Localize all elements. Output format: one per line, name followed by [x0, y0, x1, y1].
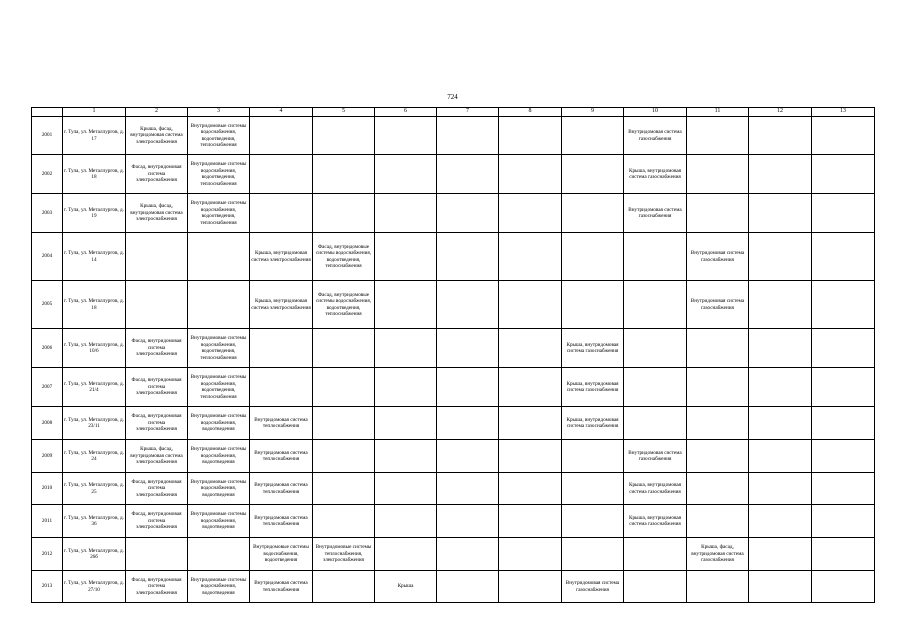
address-cell: г. Тула, ул. Металлургов, д. 27/10: [63, 571, 126, 603]
table-cell: [562, 505, 624, 538]
table-cell: Внутридомовая система теплоснабжения: [250, 505, 313, 538]
table-cell: [126, 233, 188, 281]
row-number-cell: 2007: [32, 368, 63, 407]
table-row: [32, 329, 875, 368]
table-cell: [812, 368, 875, 407]
table-cell: [687, 117, 749, 155]
table-cell: [313, 194, 375, 233]
table-cell: Фасад, внутридомовая система электроснабжения: [126, 473, 188, 505]
header-cell: 10: [624, 108, 687, 117]
address-cell: г. Тула, ул. Металлургов, д. 24: [63, 440, 126, 473]
row-number-cell: 2008: [32, 407, 63, 440]
table-cell: [812, 233, 875, 281]
table-cell: [499, 440, 562, 473]
table-cell: [250, 368, 313, 407]
table-row: [32, 368, 875, 407]
address-cell: г. Тула, ул. Металлургов, д. 10/6: [63, 329, 126, 368]
table-cell: [812, 505, 875, 538]
row-number-cell: 2005: [32, 281, 63, 329]
table-cell: Внутридомовые системы водоснабжения, водоотведения, теплоснабжения: [188, 155, 250, 194]
address-cell: г. Тула, ул. Металлургов, д. 23/11: [63, 407, 126, 440]
table-cell: [562, 281, 624, 329]
table-cell: Внутридомовые системы водоснабжения, водоотведения: [188, 571, 250, 603]
table-cell: Внутридомовая система теплоснабжения: [250, 473, 313, 505]
table-cell: [812, 155, 875, 194]
table-cell: [812, 473, 875, 505]
table-cell: [250, 194, 313, 233]
table-cell: Внутридомовая система газоснабжения: [624, 440, 687, 473]
table-cell: Крыша, внутридомовая система газоснабжения: [562, 329, 624, 368]
table-cell: Внутридомовая система газоснабжения: [687, 281, 749, 329]
header-cell: 6: [375, 108, 437, 117]
table-row: [32, 194, 875, 233]
table-cell: [624, 233, 687, 281]
table-cell: [375, 368, 437, 407]
table-cell: Фасад, внутридомовая система электроснабжения: [126, 505, 188, 538]
header-cell: 9: [562, 108, 624, 117]
table-cell: [375, 329, 437, 368]
table-cell: [375, 281, 437, 329]
table-cell: [499, 329, 562, 368]
table-cell: Крыша, внутридомовая система газоснабжения: [624, 473, 687, 505]
row-number-cell: 2003: [32, 194, 63, 233]
table-cell: Крыша, внутридомовая система электроснабжения: [250, 233, 313, 281]
table-cell: [562, 155, 624, 194]
table-row: [32, 473, 875, 505]
table-cell: [437, 571, 499, 603]
table-cell: [687, 155, 749, 194]
header-cell: 12: [749, 108, 812, 117]
table-cell: [250, 329, 313, 368]
table-cell: Внутридомовая система теплоснабжения: [250, 407, 313, 440]
row-number-cell: 2001: [32, 117, 63, 155]
table-cell: Внутридомовая система газоснабжения: [624, 194, 687, 233]
header-cell: 13: [812, 108, 875, 117]
table-cell: [749, 281, 812, 329]
table-cell: [687, 194, 749, 233]
table-cell: Крыша: [375, 571, 437, 603]
table-cell: [499, 571, 562, 603]
address-cell: г. Тула, ул. Металлургов, д. 36: [63, 505, 126, 538]
table-cell: [437, 155, 499, 194]
table-cell: [375, 155, 437, 194]
table-cell: [250, 117, 313, 155]
table-cell: [624, 538, 687, 571]
table-row: [32, 505, 875, 538]
table-cell: [562, 117, 624, 155]
table-cell: Внутридомовые системы водоснабжения, водоотведения: [188, 473, 250, 505]
address-cell: г. Тула, ул. Металлургов, д. 14: [63, 233, 126, 281]
table-cell: Крыша, внутридомовая система газоснабжения: [562, 407, 624, 440]
table-cell: Внутридомовые системы водоснабжения, водоотведения: [250, 538, 313, 571]
row-number-cell: 2011: [32, 505, 63, 538]
table-cell: [812, 440, 875, 473]
table-row: [32, 233, 875, 281]
header-row: [32, 108, 875, 117]
table-cell: Внутридомовая система газоснабжения: [562, 571, 624, 603]
table-row: [32, 571, 875, 603]
table-cell: [624, 281, 687, 329]
table-cell: Внутридомовые системы водоснабжения, водоотведения, теплоснабжения: [188, 117, 250, 155]
table-cell: Фасад, внутридомовая система электроснабжения: [126, 329, 188, 368]
table-cell: Крыша, внутридомовая система газоснабжения: [624, 505, 687, 538]
table-cell: [562, 473, 624, 505]
header-cell: 11: [687, 108, 749, 117]
table-cell: [375, 473, 437, 505]
table-cell: [250, 155, 313, 194]
table-cell: [437, 473, 499, 505]
header-cell: 4: [250, 108, 313, 117]
table-cell: [437, 117, 499, 155]
table-cell: [749, 505, 812, 538]
table-cell: [126, 281, 188, 329]
table-cell: [687, 473, 749, 505]
row-number-cell: 2013: [32, 571, 63, 603]
table-cell: [499, 233, 562, 281]
header-cell: 1: [63, 108, 126, 117]
repair-schedule-table: [31, 107, 875, 603]
table-cell: Крыша, внутридомовая система газоснабжения: [562, 368, 624, 407]
table-cell: [749, 117, 812, 155]
table-cell: [499, 473, 562, 505]
table-cell: Внутридомовые системы водоснабжения, водоотведения, теплоснабжения: [188, 194, 250, 233]
table-cell: Фасад, внутридомовые системы водоснабжения, водоотведения, теплоснабжения: [313, 281, 375, 329]
table-cell: Внутридомовая система газоснабжения: [624, 117, 687, 155]
table-cell: [313, 117, 375, 155]
table-cell: Крыша, внутридомовая система электроснабжения: [250, 281, 313, 329]
table-cell: [562, 440, 624, 473]
table-cell: Внутридомовая система теплоснабжения: [250, 440, 313, 473]
table-cell: [437, 194, 499, 233]
table-cell: [375, 117, 437, 155]
table-cell: [624, 407, 687, 440]
table-cell: [499, 281, 562, 329]
table-cell: [499, 117, 562, 155]
table-cell: Фасад, внутридомовая система электроснабжения: [126, 571, 188, 603]
address-cell: г. Тула, ул. Металлургов, д. 18: [63, 281, 126, 329]
table-cell: Внутридомовые системы водоснабжения, водоотведения: [188, 505, 250, 538]
table-cell: [437, 440, 499, 473]
table-cell: Фасад, внутридомовая система электроснабжения: [126, 155, 188, 194]
table-cell: [812, 117, 875, 155]
table-cell: [624, 571, 687, 603]
table-cell: [687, 329, 749, 368]
table-cell: Внутридомовые системы водоснабжения, водоотведения, теплоснабжения: [188, 329, 250, 368]
table-cell: [126, 538, 188, 571]
table-cell: [812, 538, 875, 571]
table-row: [32, 407, 875, 440]
table-cell: [749, 440, 812, 473]
table-cell: [812, 329, 875, 368]
table-cell: [687, 440, 749, 473]
table-cell: Крыша, фасад, внутридомовая система электроснабжения: [126, 194, 188, 233]
table-cell: Фасад, внутридомовые системы водоснабжения, водоотведения, теплоснабжения: [313, 233, 375, 281]
table-cell: [313, 407, 375, 440]
page-number: 724: [447, 93, 458, 101]
address-cell: г. Тула, ул. Металлургов, д. 17: [63, 117, 126, 155]
address-cell: г. Тула, ул. Металлургов, д. 19: [63, 194, 126, 233]
table-row: [32, 117, 875, 155]
table-cell: [437, 505, 499, 538]
table-cell: Внутридомовые системы водоснабжения, водоотведения, теплоснабжения: [188, 368, 250, 407]
address-cell: г. Тула, ул. Металлургов, д. 25: [63, 473, 126, 505]
table-cell: [749, 368, 812, 407]
table-cell: Крыша, фасад, внутридомовая система электроснабжения: [126, 117, 188, 155]
table-cell: [749, 538, 812, 571]
table-cell: Крыша, внутридомовая система газоснабжения: [624, 155, 687, 194]
table-cell: [812, 281, 875, 329]
table-row: [32, 538, 875, 571]
row-number-cell: 2006: [32, 329, 63, 368]
table-cell: [437, 538, 499, 571]
table-cell: [749, 155, 812, 194]
table-row: [32, 281, 875, 329]
header-cell: 8: [499, 108, 562, 117]
table-cell: [562, 194, 624, 233]
table-cell: [562, 233, 624, 281]
header-cell: 3: [188, 108, 250, 117]
row-number-cell: 2004: [32, 233, 63, 281]
table-cell: [499, 407, 562, 440]
header-cell: 5: [313, 108, 375, 117]
table-cell: [437, 407, 499, 440]
table-cell: [437, 233, 499, 281]
table-cell: [499, 155, 562, 194]
table-row: [32, 155, 875, 194]
table-cell: [375, 440, 437, 473]
table-cell: [562, 538, 624, 571]
table-cell: Фасад, внутридомовая система электроснабжения: [126, 407, 188, 440]
table-cell: Крыша, фасад, внутридомовая система электроснабжения: [126, 440, 188, 473]
table-row: [32, 440, 875, 473]
table-cell: [313, 329, 375, 368]
table-cell: [749, 473, 812, 505]
table-cell: [375, 194, 437, 233]
table-cell: [188, 538, 250, 571]
table-cell: [188, 233, 250, 281]
table-cell: [313, 473, 375, 505]
table-cell: [499, 368, 562, 407]
table-cell: [313, 505, 375, 538]
table-cell: Внутридомовые системы водоснабжения, водоотведения: [188, 407, 250, 440]
table-cell: [313, 155, 375, 194]
table-cell: [749, 233, 812, 281]
table-cell: [687, 505, 749, 538]
table-cell: [437, 281, 499, 329]
table-cell: [313, 368, 375, 407]
table-cell: Внутридомовая система теплоснабжения: [250, 571, 313, 603]
table-cell: [749, 571, 812, 603]
table-cell: [687, 407, 749, 440]
table-cell: Фасад, внутридомовая система электроснабжения: [126, 368, 188, 407]
row-number-cell: 2012: [32, 538, 63, 571]
header-cell: 7: [437, 108, 499, 117]
row-number-cell: 2010: [32, 473, 63, 505]
address-cell: г. Тула, ул. Металлургов, д. 26б: [63, 538, 126, 571]
table-cell: [749, 329, 812, 368]
table-cell: [375, 233, 437, 281]
table-cell: [437, 368, 499, 407]
address-cell: г. Тула, ул. Металлургов, д. 18: [63, 155, 126, 194]
table-cell: [812, 407, 875, 440]
header-cell: 2: [126, 108, 188, 117]
table-cell: [313, 440, 375, 473]
address-cell: г. Тула, ул. Металлургов, д. 21/4: [63, 368, 126, 407]
table-cell: [375, 505, 437, 538]
table-cell: Крыша, фасад, внутридомовая система газоснабжения: [687, 538, 749, 571]
table-cell: Внутридомовая система газоснабжения: [687, 233, 749, 281]
table-cell: [687, 571, 749, 603]
table-cell: [624, 368, 687, 407]
table-cell: [687, 368, 749, 407]
table-cell: [499, 538, 562, 571]
table-cell: [499, 505, 562, 538]
table-cell: [812, 194, 875, 233]
table-cell: [749, 407, 812, 440]
table-cell: [749, 194, 812, 233]
table-cell: [375, 407, 437, 440]
table-cell: [812, 571, 875, 603]
table-cell: [437, 329, 499, 368]
table-cell: Внутридомовые системы теплоснабжения, электроснабжения: [313, 538, 375, 571]
table-cell: Внутридомовые системы водоснабжения, водоотведения: [188, 440, 250, 473]
row-number-cell: 2009: [32, 440, 63, 473]
table-cell: [375, 538, 437, 571]
table-cell: [313, 571, 375, 603]
row-number-cell: 2002: [32, 155, 63, 194]
table-cell: [499, 194, 562, 233]
table-cell: [624, 329, 687, 368]
table-cell: [188, 281, 250, 329]
header-cell-blank: [32, 108, 63, 117]
